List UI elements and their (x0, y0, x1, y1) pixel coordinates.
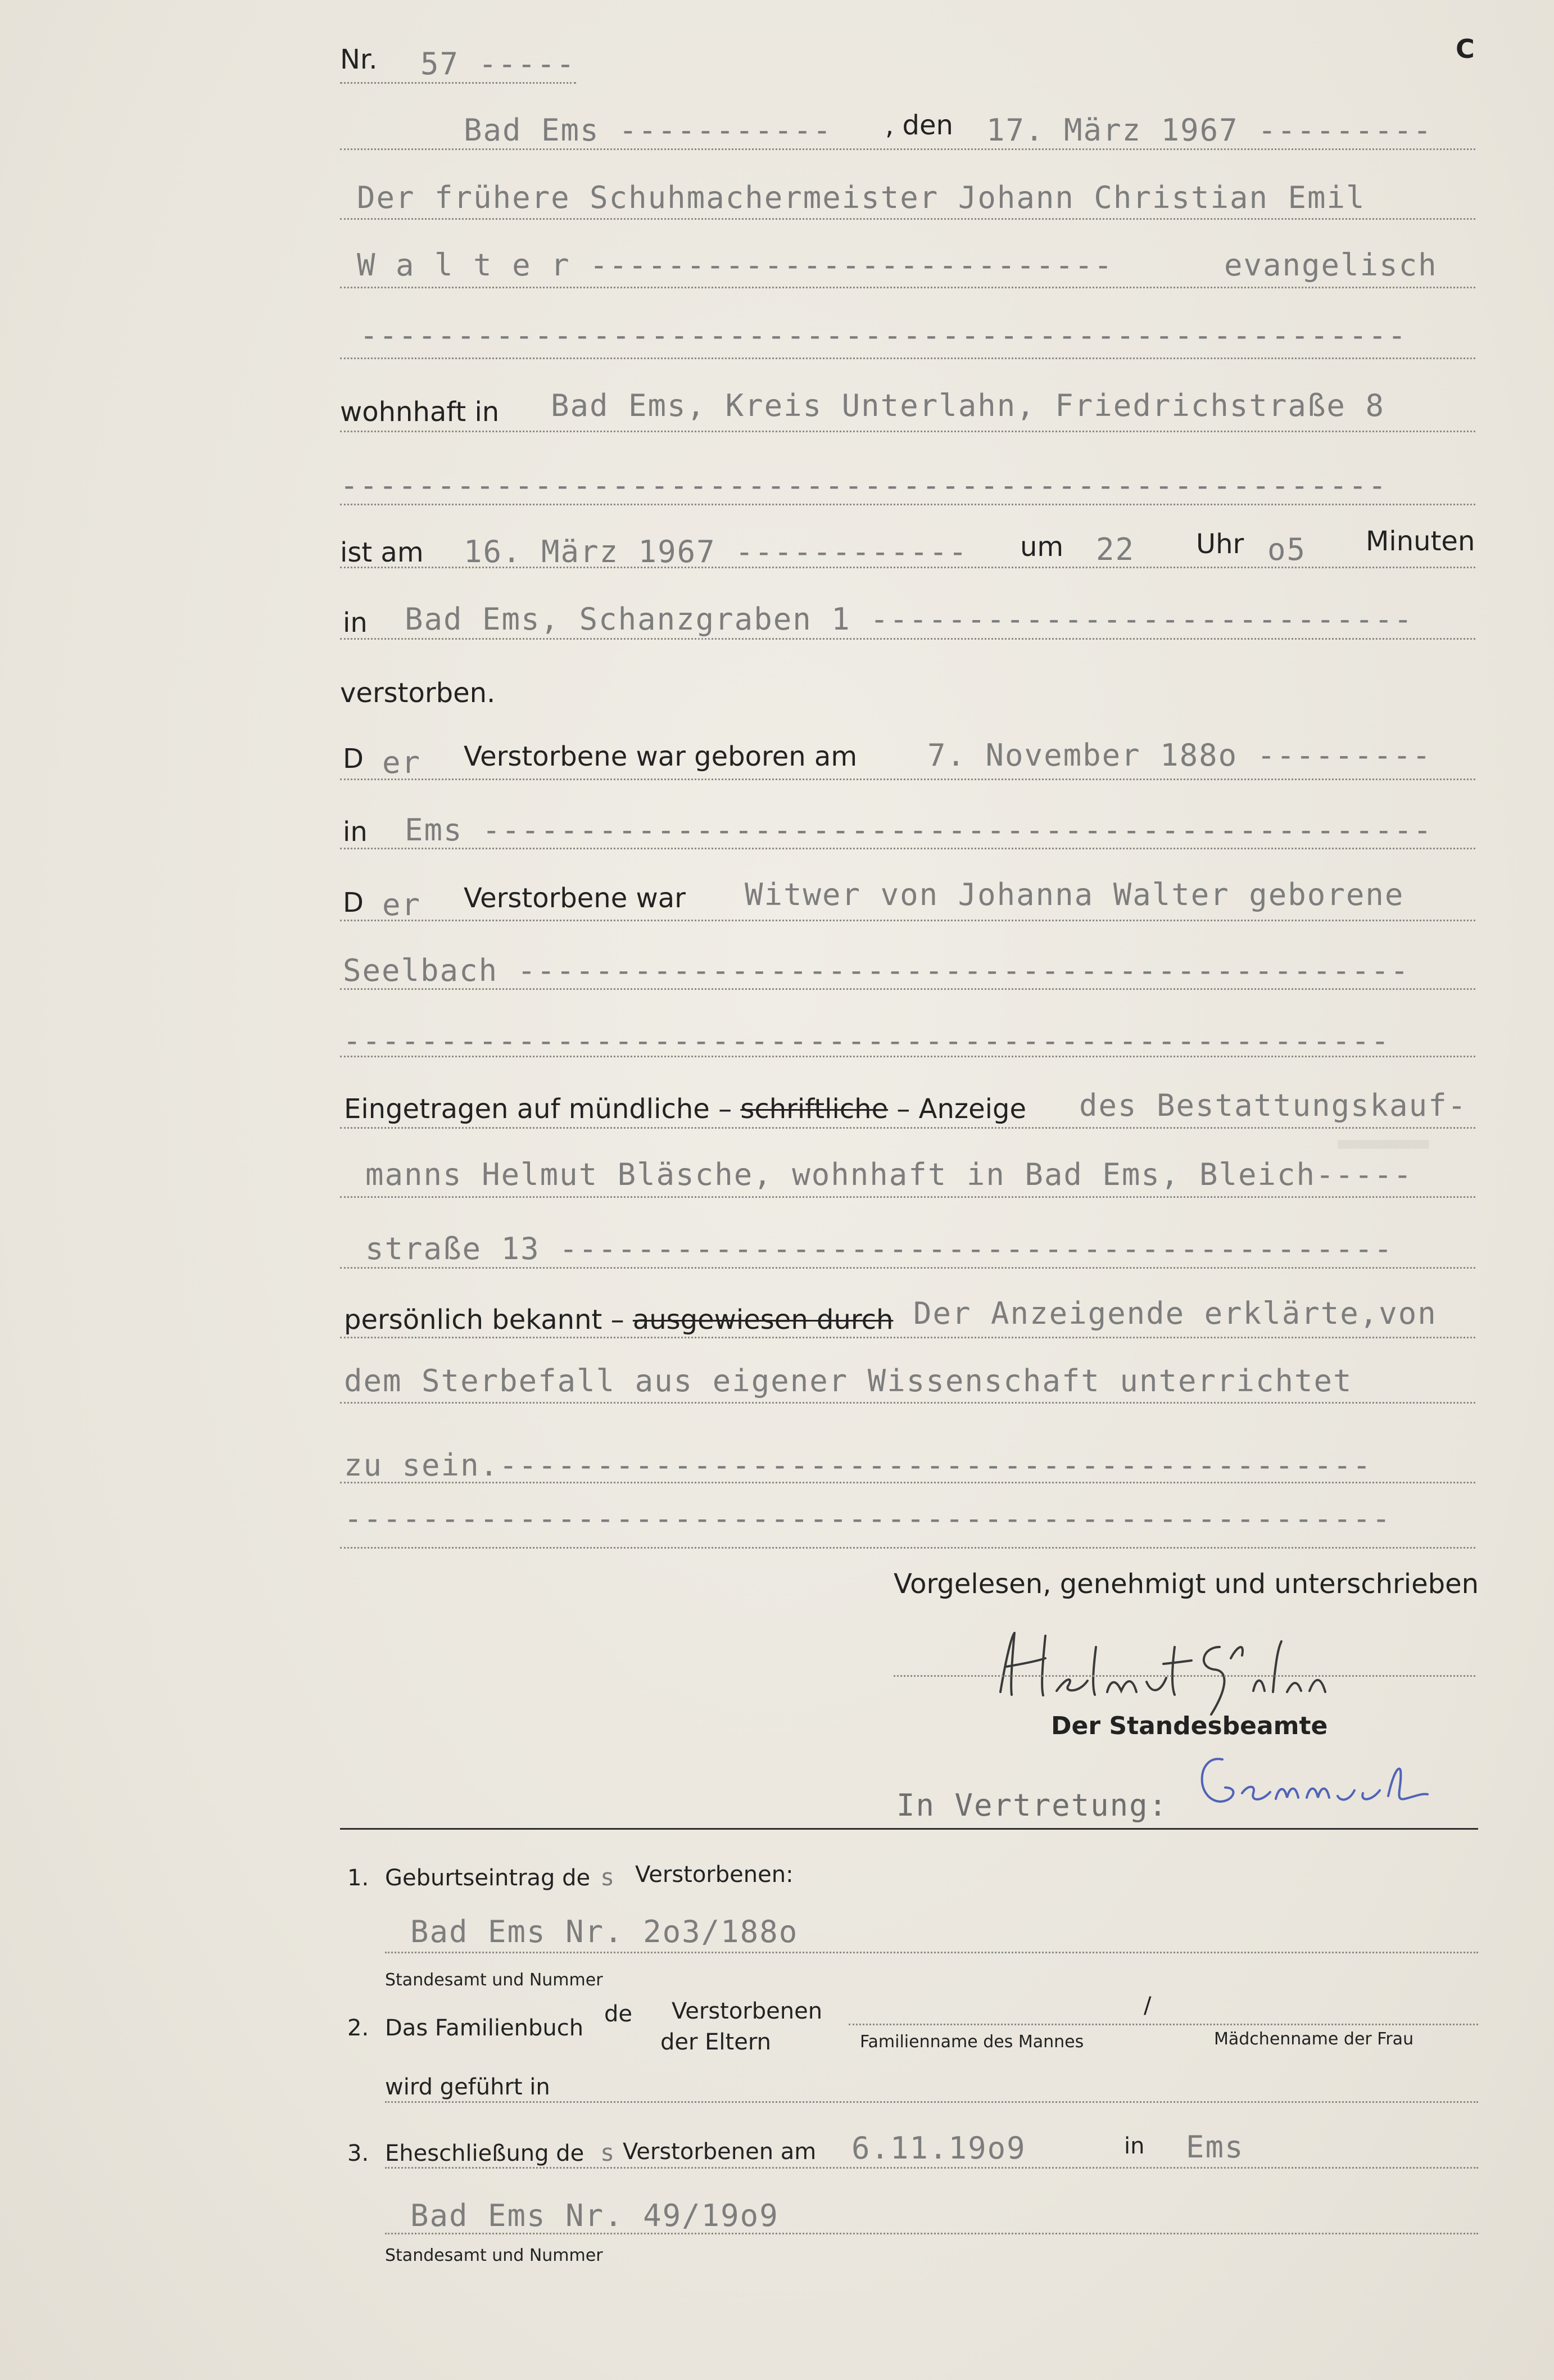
identity-value3: zu sein.--------------------------------------------- (344, 1447, 1372, 1483)
report-rule1 (340, 1127, 1475, 1129)
footer-item2-kept-rule (385, 2101, 1478, 2103)
identity-label-struck: ausgewiesen durch (632, 1304, 894, 1336)
marital-rule1 (340, 920, 1475, 921)
report-rule3 (340, 1267, 1475, 1269)
footer-item3-value: Bad Ems Nr. 49/19o9 (410, 2198, 779, 2233)
death-uhr-label: Uhr (1196, 528, 1244, 560)
footer-item2-num: 2. (347, 2015, 369, 2041)
footer-item3-num: 3. (347, 2141, 369, 2166)
birth-place: Ems ------------------------------------------------- (405, 812, 1433, 848)
marital-er: er (382, 887, 422, 922)
den-label: , den (885, 110, 953, 141)
footer-item3-date: 6.11.19o9 (851, 2130, 1026, 2166)
report-value1: des Bestattungskauf- (1079, 1088, 1467, 1123)
identity-value1: Der Anzeigende erklärte,von (913, 1296, 1437, 1331)
footer-item2-wife: Mädchenname der Frau (1214, 2029, 1414, 2049)
identity-value2: dem Sterbefall aus eigener Wissenschaft unterrichtet (344, 1363, 1353, 1399)
footer-item1-value: Bad Ems Nr. 2o3/188o (410, 1914, 799, 1949)
bleed-through: ▬▬▬▬▬ (1338, 1124, 1429, 1160)
footer-item3-s: s (600, 2139, 616, 2166)
identity-rule2 (340, 1402, 1475, 1404)
footer-item3-rule (385, 2167, 1478, 2169)
report-label-start (344, 1093, 1026, 1125)
footer-item1-label: Geburtseintrag de (385, 1865, 591, 1891)
footer-item2-slash: / (1144, 1993, 1152, 2019)
footer-item2-verstorbenen: Verstorbenen (672, 1998, 823, 2024)
deceased-line3: ------------------------------------------------------ (360, 318, 1407, 353)
report-value2: manns Helmut Bläsche, wohnhaft in Bad Ems, Bleich----- (365, 1157, 1413, 1192)
footer-item2-eltern: der Eltern (660, 2029, 771, 2055)
death-minutes: o5 (1267, 532, 1307, 567)
place-date-line (340, 148, 1475, 150)
informant-signature-rule (894, 1675, 1475, 1677)
registrar-signature (1191, 1748, 1473, 1821)
footer-item3-label2: Verstorbenen am (623, 2139, 817, 2165)
deceased-line1-rule (340, 218, 1475, 220)
place-value: Bad Ems ----------- (464, 112, 832, 148)
death-place-rule (340, 638, 1475, 640)
death-hour: 22 (1096, 532, 1135, 567)
report-label-anzeige: – Anzeige (896, 1093, 1026, 1125)
deceased-line2-rule (340, 287, 1475, 288)
nr-label: Nr. (340, 44, 378, 75)
footer-item2-kept: wird geführt in (385, 2074, 550, 2100)
residence-value: Bad Ems, Kreis Unterlahn, Friedrichstraße 8 (551, 388, 1385, 423)
report-label-oral: Eingetragen auf mündliche – (344, 1093, 732, 1125)
birth-er: er (382, 745, 422, 780)
marital-d-label: D (343, 887, 364, 918)
verstorben-label: verstorben. (340, 677, 496, 709)
birth-place-rule (340, 848, 1475, 849)
identity-rule3 (340, 1482, 1475, 1483)
footer-item2-rule (849, 2024, 1478, 2025)
footer-registry-label: Standesamt und Nummer (385, 1970, 603, 1990)
footer-item2-de: de (604, 2001, 632, 2027)
death-um-label: um (1020, 531, 1064, 563)
report-label-written-struck: schriftliche (740, 1093, 889, 1125)
marital-value2: Seelbach ---------------------------------------------- (343, 953, 1410, 988)
signature-separator (340, 1828, 1478, 1830)
report-value3: straße 13 ------------------------------------------- (365, 1231, 1394, 1266)
deceased-surname: W a l t e r --------------------------- (357, 247, 1113, 283)
identity-rule4 (340, 1547, 1475, 1549)
death-place: Bad Ems, Schanzgraben 1 ---------------------------- (405, 601, 1413, 637)
death-minuten-label: Minuten (1366, 526, 1475, 557)
marital-label: Verstorbene war (464, 883, 686, 914)
identity-rule1 (340, 1337, 1475, 1338)
footer-item1-num: 1. (347, 1865, 369, 1891)
footer-item3-label: Eheschließung de (385, 2141, 585, 2166)
footer-item1-rule (385, 1952, 1478, 1953)
nr-value: 57 ----- (420, 46, 576, 82)
residence-label: wohnhaft in (340, 396, 500, 428)
footer-item1-label2: Verstorbenen: (635, 1862, 794, 1888)
nr-line (340, 82, 576, 84)
death-date-label: ist am (340, 537, 424, 568)
registrar-label: Der Standesbeamte (1051, 1712, 1328, 1740)
marital-rule3 (340, 1056, 1475, 1057)
birth-d-label: D (343, 743, 364, 775)
deceased-line3-rule (340, 358, 1475, 359)
deceased-line1: Der frühere Schuhmachermeister Johann Christian Emil (357, 180, 1366, 215)
marital-value1: Witwer von Johanna Walter geborene (745, 877, 1405, 912)
death-date-value: 16. März 1967 ------------ (464, 534, 968, 569)
corner-letter: C (1456, 34, 1475, 64)
identity-label (344, 1304, 893, 1336)
residence-line2-rule (340, 504, 1475, 505)
death-in-label: in (343, 607, 368, 639)
informant-signature (989, 1625, 1354, 1720)
residence-line2: ------------------------------------------------------ (340, 468, 1388, 503)
birth-label: Verstorbene war geboren am (464, 741, 858, 772)
birth-in-label: in (343, 816, 368, 848)
footer-item3-place: Ems (1186, 2129, 1244, 2165)
in-deputy-label: In Vertretung: (896, 1788, 1168, 1823)
birth-date-rule (340, 779, 1475, 780)
footer-item3-in: in (1124, 2133, 1145, 2159)
deceased-religion: evangelisch (1224, 247, 1438, 283)
identity-label-known: persönlich bekannt – (344, 1304, 624, 1336)
footer-item2-husband: Familienname des Mannes (860, 2032, 1084, 2052)
read-approved-text: Vorgelesen, genehmigt und unterschrieben (894, 1568, 1479, 1600)
footer-registry-label2: Standesamt und Nummer (385, 2246, 603, 2265)
marital-rule2 (340, 988, 1475, 990)
footer-item1-s: s (600, 1863, 616, 1891)
footer-item3-value-rule (385, 2233, 1478, 2234)
birth-date: 7. November 188o --------- (927, 737, 1432, 773)
residence-rule (340, 431, 1475, 432)
marital-value3: ------------------------------------------------------ (343, 1023, 1390, 1058)
identity-value4: ------------------------------------------------------ (344, 1501, 1392, 1536)
report-rule2 (340, 1196, 1475, 1198)
footer-item2-label: Das Familienbuch (385, 2015, 584, 2041)
death-date-rule (340, 567, 1475, 568)
date-value: 17. März 1967 --------- (986, 112, 1433, 148)
